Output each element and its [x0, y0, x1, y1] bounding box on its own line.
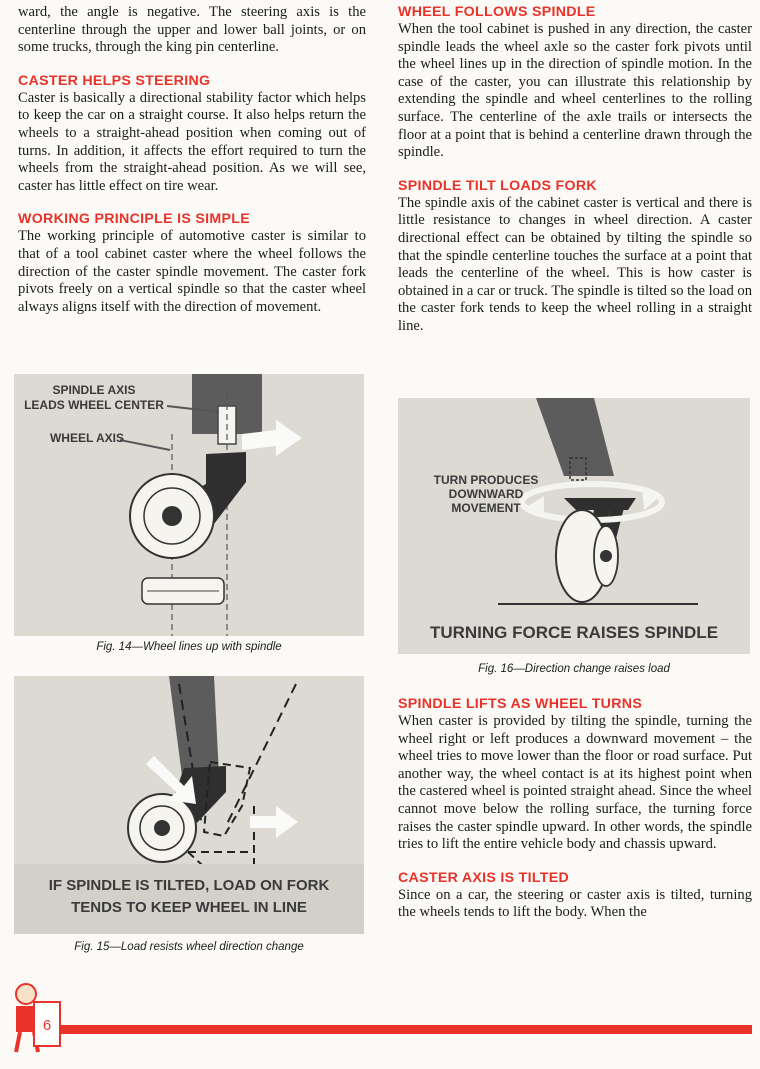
left-column	[18, 4, 366, 332]
paragraph-caster-helps-steering: Caster is basically a directional stability factor which helps to keep the car on a straight course. It also helps return the wheels to a straight-ahead position when coming out of turns. In addition, it affects the effort required to turn the wheels from the straight-ahead position. As we will see, caster has little effect on tire wear.	[18, 89, 366, 194]
heading-spindle-tilt-loads-fork: SPINDLE TILT LOADS FORK	[398, 177, 597, 194]
paragraph-spindle-lifts: When caster is provided by tilting the spindle, turning the wheel right or left produces a downward movement – the wheel tries to move lower than the floor or road surface. Put another way, the wheel contact is at its highest point when the castered wheel is pointed straight ahead. Since the wheel cannot move below the rolling surface, the turning force raises the caster spindle upward. In other words, the spindle tries to lift the entire vehicle body and chassis upward.	[398, 713, 752, 853]
mascot-icon	[6, 982, 64, 1062]
paragraph-working-principle: The working principle of automotive caster is similar to that of a tool cabinet caster where the wheel follows the direction of the caster spindle movement. The caster fork pivots freely on a vertical spindle so that the caster wheel always aligns itself with the direction of movement.	[18, 228, 366, 315]
figure-14-illustration	[14, 374, 364, 636]
figure-16	[398, 398, 750, 654]
figure-15	[14, 676, 364, 934]
fig16-banner: TURNING FORCE RAISES SPINDLE	[429, 623, 719, 642]
heading-caster-helps-steering: CASTER HELPS STEERING	[18, 72, 211, 89]
fig14-label-spindle-axis: SPINDLE AXIS	[52, 383, 136, 397]
fig14-label-leads-wheel-center: LEADS WHEEL CENTER	[24, 398, 164, 412]
intro-paragraph: ward, the angle is negative. The steering axis is the centerline through the upper and lower ball joints, or on some trucks, through the king pin centerline.	[18, 4, 366, 56]
paragraph-caster-axis-tilted: Since on a car, the steering or caster axis is tilted, turning the wheels tends to lift the body. When the	[398, 886, 752, 921]
heading-wheel-follows-spindle: WHEEL FOLLOWS SPINDLE	[398, 4, 596, 20]
fig16-label-line2: DOWNWARD	[448, 487, 524, 501]
paragraph-wheel-follows-spindle: When the tool cabinet is pushed in any direction, the caster spindle leads the wheel axle so the caster fork pivots until the wheel lines up in the direction of spindle motion. In the case of the caster, you can illustrate this relationship by extending the spindle and wheel centerlines to the rolling surface. The centerline of the axle trails or intersects the floor at a point that is behind a centerline drawn through the spindle.	[398, 21, 752, 161]
heading-spindle-lifts: SPINDLE LIFTS AS WHEEL TURNS	[398, 696, 643, 712]
fig14-caption: Fig. 14—Wheel lines up with spindle	[96, 641, 282, 653]
figure-16-illustration	[398, 398, 750, 654]
paragraph-spindle-tilt-loads-fork: The spindle axis of the cabinet caster is vertical and there is little resistance to changes in wheel direction. A caster directional effect can be obtained by tilting the spindle so that the spindle centerline touches the surface at a point that leads the centerline of the wheel. This is how caster is obtained in a car or truck. The spindle is tilted so the load on the caster fork tends to keep the wheel rolling in a straight line.	[398, 194, 752, 334]
fig16-caption: Fig. 16—Direction change raises load	[478, 663, 670, 675]
heading-caster-axis-tilted: CASTER AXIS IS TILTED	[398, 869, 570, 886]
fig16-label-line3: MOVEMENT	[451, 501, 521, 515]
fig16-label-line1: TURN PRODUCES	[433, 473, 539, 487]
footer-red-bar	[60, 1025, 752, 1034]
fig15-banner-line1: IF SPINDLE IS TILTED, LOAD ON FORK	[48, 877, 330, 894]
fig14-label-wheel-axis: WHEEL AXIS	[49, 431, 125, 445]
figure-15-illustration	[14, 676, 364, 934]
figure-14	[14, 374, 364, 636]
heading-working-principle: WORKING PRINCIPLE IS SIMPLE	[18, 211, 250, 228]
right-column-upper	[398, 4, 752, 352]
right-column-lower	[398, 696, 752, 938]
fig15-caption: Fig. 15—Load resists wheel direction change	[74, 941, 304, 953]
fig15-banner-line2: TENDS TO KEEP WHEEL IN LINE	[71, 899, 307, 916]
page-number: 6	[42, 1017, 52, 1034]
